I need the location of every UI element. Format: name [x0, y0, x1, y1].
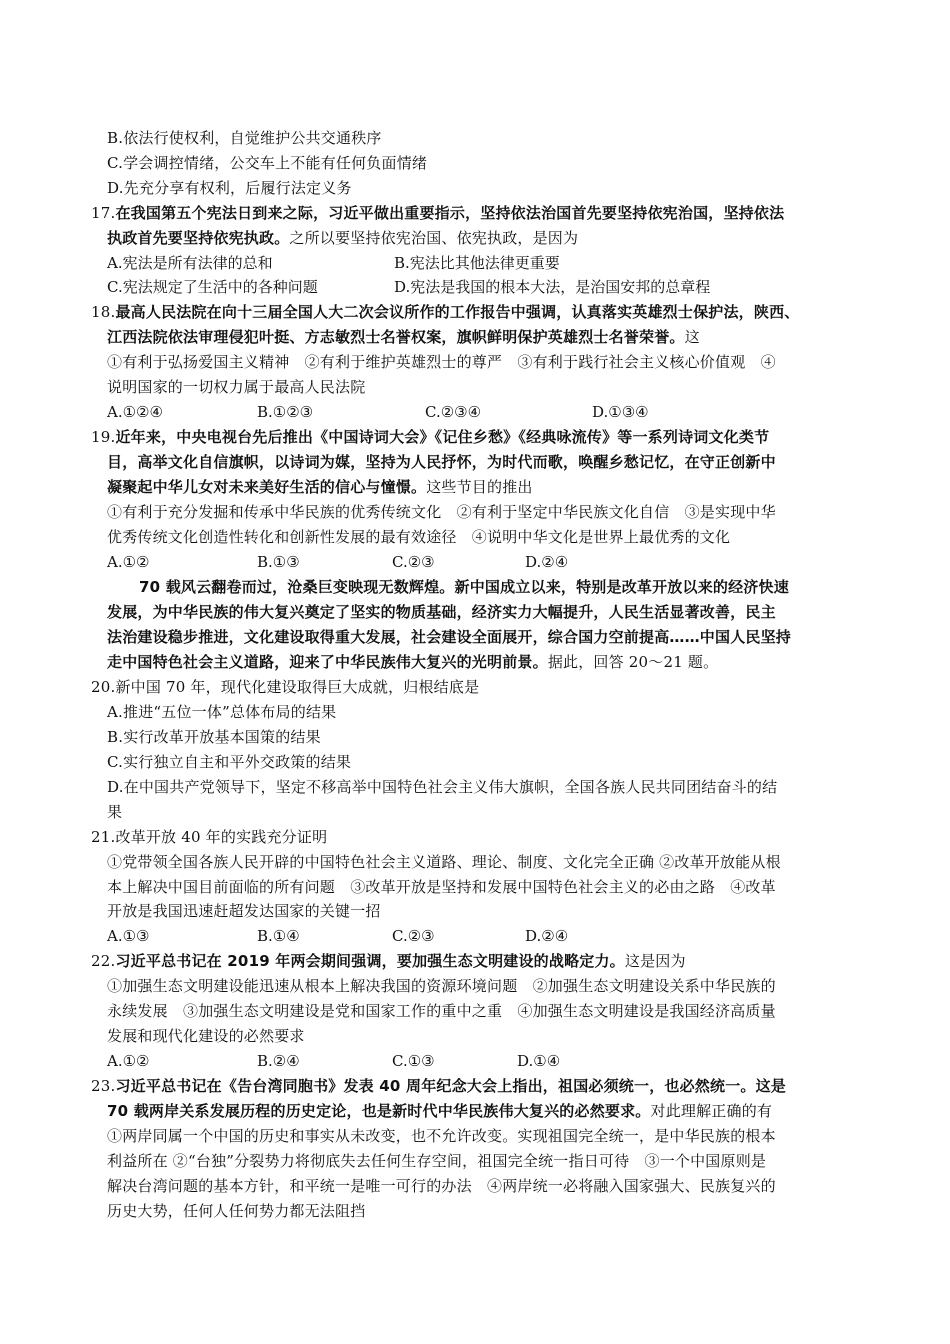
option-a: A.①②④	[107, 403, 163, 421]
question-18-stem-line-2: 江西法院依法审理侵犯叶挺、方志敏烈士名誉权案，旗帜鲜明保护英雄烈士名誉荣誉。这	[107, 328, 700, 346]
option-d: D.②④	[525, 553, 569, 571]
option-b: B.①④	[257, 927, 300, 945]
question-23-stem-line-2: 70 载两岸关系发展历程的历史定论，也是新时代中华民族伟大复兴的必然要求。对此理解正确的有	[107, 1102, 773, 1120]
option-d: D.②④	[525, 927, 569, 945]
option-a: A.①③	[107, 927, 150, 945]
option-a: A.①②	[107, 1052, 150, 1070]
question-17-stem-line-1: 17.在我国第五个宪法日到来之际，习近平做出重要指示，坚持依法治国首先要坚持依宪治国，坚持依法	[91, 204, 785, 222]
question-21-items-line-1: ①党带领全国各族人民开辟的中国特色社会主义道路、理论、制度、文化完全正确 ②改革开放能从根	[107, 853, 781, 871]
question-22-stem: 22.习近平总书记在 2019 年两会期间强调，要加强生态文明建设的战略定力。这是因为	[91, 952, 686, 970]
question-21-stem: 21.改革开放 40 年的实践充分证明	[91, 828, 328, 846]
question-18-options	[107, 402, 867, 422]
option-d: D.宪法是我国的根本大法，是治国安邦的总章程	[394, 278, 711, 296]
question-17-options-row-2	[107, 277, 867, 297]
question-17-options-row-1	[107, 253, 867, 273]
question-23-items-line-2: 利益所在 ②“台独”分裂势力将彻底失去任何生存空间，祖国完全统一指日可待 ③一个中国原则是	[107, 1152, 767, 1170]
option-c: C.学会调控情绪，公交车上不能有任何负面情绪	[107, 154, 428, 172]
question-19-stem-line-2: 目，高举文化自信旗帜，以诗词为媒，坚持为人民抒怀，为时代而歌，唤醒乡愁记忆，在守正创新中	[107, 453, 776, 471]
question-number: 17.	[91, 204, 116, 222]
option-c: C.宪法规定了生活中的各种问题	[107, 278, 318, 296]
question-19-options	[107, 552, 867, 572]
question-19-items-line-1: ①有利于充分发掘和传承中华民族的优秀传统文化 ②有利于坚定中华民族文化自信 ③是实现中华	[107, 503, 776, 521]
question-19-stem-line-3: 凝聚起中华儿女对未来美好生活的信心与憧憬。这些节目的推出	[107, 478, 533, 496]
passage-line-3: 法治建设稳步推进，文化建设取得重大发展，社会建设全面展开，综合国力空前提高……中国人民坚持	[107, 628, 792, 646]
option-d-line-2: 果	[107, 803, 123, 821]
passage-line-2: 发展，为中华民族的伟大复兴奠定了坚实的物质基础，经济实力大幅提升，人民生活显著改善，民主	[107, 603, 776, 621]
option-c: C.②③	[392, 553, 435, 571]
question-20-stem: 20.新中国 70 年，现代化建设取得巨大成就，归根结底是	[91, 678, 480, 696]
question-19-stem-line-1: 19.近年来，中央电视台先后推出《中国诗词大会》《记住乡愁》《经典咏流传》等一系列诗词文化类节	[91, 428, 770, 446]
question-22-items-line-1: ①加强生态文明建设能迅速从根本上解决我国的资源环境问题 ②加强生态文明建设关系中华民族的	[107, 977, 776, 995]
option-b: B.宪法比其他法律更重要	[394, 254, 560, 272]
question-22-items-line-2: 永续发展 ③加强生态文明建设是党和国家工作的重中之重 ④加强生态文明建设是我国经济高质量	[107, 1002, 776, 1020]
option-a: A.宪法是所有法律的总和	[107, 254, 273, 272]
question-number: 18.	[91, 303, 116, 321]
question-23-items-line-4: 历史大势，任何人任何势力都无法阻挡	[107, 1202, 366, 1220]
passage-line-4: 走中国特色社会主义道路，迎来了中华民族伟大复兴的光明前景。据此，回答 20～21 题。	[107, 653, 719, 671]
option-a: A.①②	[107, 553, 150, 571]
question-21-items-line-2: 本上解决中国目前面临的所有问题 ③改革开放是坚持和发展中国特色社会主义的必由之路 ④改革	[107, 878, 776, 896]
option-c: C.实行独立自主和平外交政策的结果	[107, 753, 352, 771]
question-21-items-line-3: 开放是我国迅速赶超发达国家的关键一招	[107, 902, 381, 920]
question-number: 22.	[91, 952, 116, 970]
option-c: C.②③④	[425, 403, 482, 421]
passage-line-1: 70 载风云翻卷而过，沧桑巨变映现无数辉煌。新中国成立以来，特别是改革开放以来的经济快速	[139, 578, 789, 596]
option-c: C.①③	[392, 1052, 435, 1070]
question-18-stem-line-1: 18.最高人民法院在向十三届全国人大二次会议所作的工作报告中强调，认真落实英雄烈士保护法，陕西、	[91, 303, 800, 321]
question-21-options	[107, 926, 867, 946]
option-b: B.依法行使权利，自觉维护公共交通秩序	[107, 129, 382, 147]
option-b: B.①③	[257, 553, 300, 571]
question-23-items-line-3: 解决台湾问题的基本方针，和平统一是唯一可行的办法 ④两岸统一必将融入国家强大、民族复兴的	[107, 1177, 776, 1195]
question-number: 19.	[91, 428, 116, 446]
question-17-stem-line-2: 执政首先要坚持依宪执政。之所以要坚持依宪治国、依宪执政，是因为	[107, 229, 579, 247]
question-22-items-line-3: 发展和现代化建设的必然要求	[107, 1027, 305, 1045]
question-18-items-line-2: 说明国家的一切权力属于最高人民法院	[107, 378, 366, 396]
question-18-items-line-1: ①有利于弘扬爱国主义精神 ②有利于维护英雄烈士的尊严 ③有利于践行社会主义核心价值观 ④	[107, 353, 776, 371]
question-22-options	[107, 1051, 867, 1071]
question-19-items-line-2: 优秀传统文化创造性转化和创新性发展的最有效途径 ④说明中华文化是世界上最优秀的文化	[107, 528, 731, 546]
option-d: D.①④	[517, 1052, 561, 1070]
option-b: B.②④	[257, 1052, 300, 1070]
option-d-line-1: D.在中国共产党领导下，坚定不移高举中国特色社会主义伟大旗帜，全国各族人民共同团结奋斗的结	[107, 778, 778, 796]
option-b: B.①②③	[257, 403, 314, 421]
option-d: D.①③④	[592, 403, 649, 421]
question-23-items-line-1: ①两岸同属一个中国的历史和事实从未改变，也不允许改变。实现祖国完全统一，是中华民族的根本	[107, 1127, 776, 1145]
question-number: 23.	[91, 1077, 116, 1095]
option-c: C.②③	[392, 927, 435, 945]
question-23-stem-line-1: 23.习近平总书记在《告台湾同胞书》发表 40 周年纪念大会上指出，祖国必须统一，也必然统一。这是	[91, 1077, 786, 1095]
option-a: A.推进“五位一体”总体布局的结果	[107, 703, 337, 721]
option-b: B.实行改革开放基本国策的结果	[107, 728, 321, 746]
option-d: D.先充分享有权利，后履行法定义务	[107, 179, 352, 197]
